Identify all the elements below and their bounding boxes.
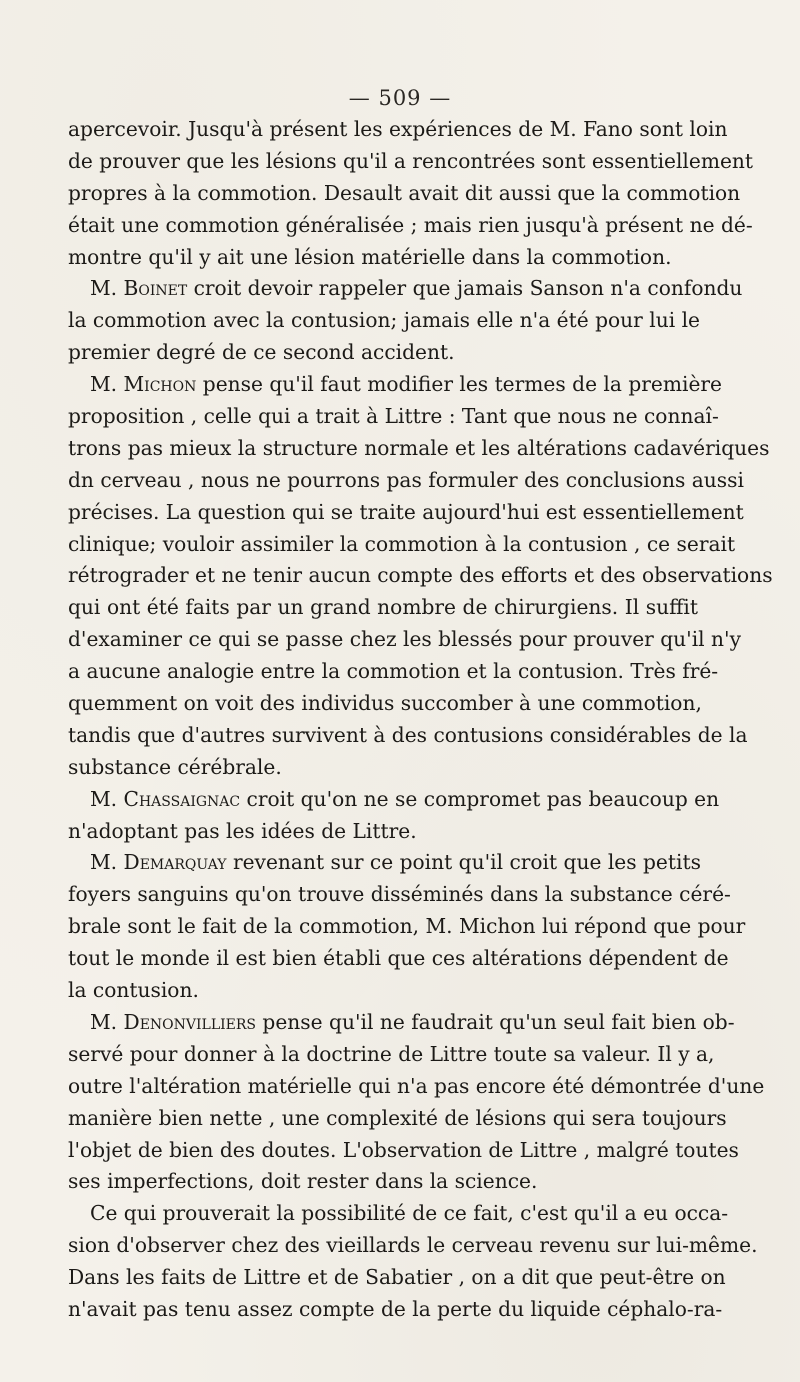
speaker-prefix: M. xyxy=(90,276,124,301)
text-line xyxy=(68,847,701,879)
speaker-prefix: M. xyxy=(90,850,124,875)
speaker-prefix: M. xyxy=(90,372,124,397)
text-line: brale sont le fait de la commotion, M. Michon lui répond que pour xyxy=(68,914,746,939)
speaker-name: Boinet xyxy=(123,276,188,301)
speaker-text: croit devoir rappeler que jamais Sanson n'a confondu xyxy=(187,276,743,301)
text-line xyxy=(68,1007,735,1039)
text-line: Dans les faits de Littre et de Sabatier , on a dit que peut-être on xyxy=(68,1265,726,1290)
text-line: d'examiner ce qui se passe chez les blessés pour prouver qu'il n'y xyxy=(68,627,741,652)
text-line: la contusion. xyxy=(68,978,199,1003)
text-line: précises. La question qui se traite aujourd'hui est essentiellement xyxy=(68,499,744,524)
text-line: sion d'observer chez des vieillards le cerveau revenu sur lui-même. xyxy=(68,1233,758,1258)
text-line xyxy=(68,784,720,816)
page-number: — 509 — xyxy=(348,86,452,110)
text-line: premier degré de ce second accident. xyxy=(68,340,455,365)
text-line: ses imperfections, doit rester dans la science. xyxy=(68,1169,538,1194)
body-text xyxy=(68,114,773,1326)
speaker-name: Michon xyxy=(123,372,197,397)
speaker-name: Demarquay xyxy=(123,850,227,875)
speaker-text: pense qu'il faut modifier les termes de la première xyxy=(196,372,722,397)
speaker-name: Chassaignac xyxy=(123,786,241,811)
text-line: servé pour donner à la doctrine de Littre toute sa valeur. Il y a, xyxy=(68,1041,715,1066)
text-line: n'avait pas tenu assez compte de la perte du liquide céphalo-ra- xyxy=(68,1296,723,1321)
text-line: tout le monde il est bien établi que ces altérations dépendent de xyxy=(68,946,729,971)
text-line: a aucune analogie entre la commotion et la contusion. Très fré- xyxy=(68,659,719,684)
text-line: Ce qui prouverait la possibilité de ce fait, c'est qu'il a eu occa- xyxy=(90,1201,729,1226)
text-line: de prouver que les lésions qu'il a rencontrées sont essentiellement xyxy=(68,148,754,173)
text-line: trons pas mieux la structure normale et les altérations cadavériques xyxy=(68,435,770,460)
speaker-prefix: M. xyxy=(90,786,124,811)
text-line xyxy=(68,369,722,401)
text-line: proposition , celle qui a trait à Littre : Tant que nous ne connaî- xyxy=(68,404,719,429)
text-line: apercevoir. Jusqu'à présent les expériences de M. Fano sont loin xyxy=(68,117,728,141)
text-line: qui ont été faits par un grand nombre de chirurgiens. Il suffit xyxy=(68,595,698,620)
text-line: la commotion avec la contusion; jamais elle n'a été pour lui le xyxy=(68,308,700,333)
speaker-text: pense qu'il ne faudrait qu'un seul fait bien ob- xyxy=(256,1009,735,1034)
text-line: montre qu'il y ait une lésion matérielle dans la commotion. xyxy=(68,244,672,269)
text-line: quemment on voit des individus succomber à une commotion, xyxy=(68,691,702,716)
text-line: outre l'altération matérielle qui n'a pas encore été démontrée d'une xyxy=(68,1073,765,1098)
text-line: foyers sanguins qu'on trouve disséminés dans la substance céré- xyxy=(68,882,731,907)
text-line: n'adoptant pas les idées de Littre. xyxy=(68,818,417,843)
text-line: était une commotion généralisée ; mais rien jusqu'à présent ne dé- xyxy=(68,212,753,237)
speaker-text: revenant sur ce point qu'il croit que les petits xyxy=(226,850,701,875)
text-line: tandis que d'autres survivent à des contusions considérables de la xyxy=(68,722,748,747)
speaker-prefix: M. xyxy=(90,1009,124,1034)
text-line: l'objet de bien des doutes. L'observation de Littre , malgré toutes xyxy=(68,1137,739,1162)
text-line: rétrograder et ne tenir aucun compte des efforts et des observations xyxy=(68,563,773,588)
speaker-text: croit qu'on ne se compromet pas beaucoup en xyxy=(240,786,720,811)
text-line: substance cérébrale. xyxy=(68,754,282,779)
text-line: propres à la commotion. Desault avait dit aussi que la commotion xyxy=(68,180,741,205)
text-line xyxy=(68,273,743,305)
text-line: clinique; vouloir assimiler la commotion à la contusion , ce serait xyxy=(68,531,736,556)
speaker-name: Denonvilliers xyxy=(123,1009,257,1034)
text-line: manière bien nette , une complexité de lésions qui sera toujours xyxy=(68,1105,727,1130)
text-line: dn cerveau , nous ne pourrons pas formuler des conclusions aussi xyxy=(68,467,744,492)
